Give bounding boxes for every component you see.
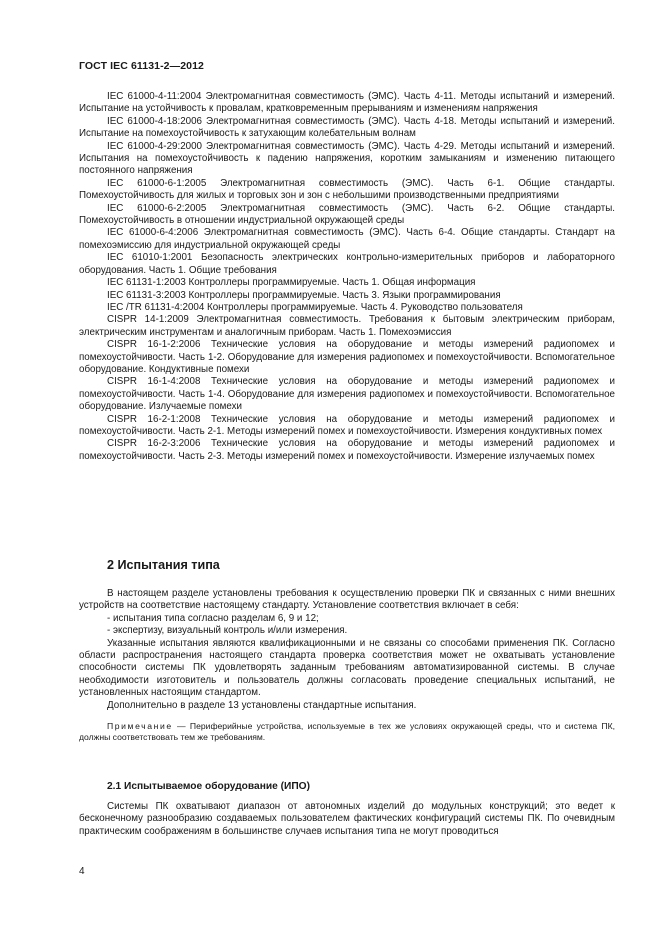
- reference-item: IEC /TR 61131-4:2004 Контроллеры программируемые. Часть 4. Руководство пользователя: [107, 301, 523, 313]
- reference-item: IEC 61000-4-11:2004 Электромагнитная совместимость (ЭМС). Часть 4-11. Методы испытаний и измерений. Испытание на устойчивость к провалам, кратковременным прерываниям и изменениям напряжения: [79, 91, 615, 115]
- note-paragraph: [79, 721, 615, 743]
- reference-item: CISPR 16-1-4:2008 Технические условия на оборудование и методы измерений радиопомех и помехоустойчивости. Часть 1-4. Оборудование для измерения радиопомех и помехоустойчивости. Вспомогательное оборудование. Излучаемые помехи: [79, 376, 615, 413]
- subsection-eut-body: [79, 801, 615, 838]
- section-heading-type-tests: 2 Испытания типа: [107, 558, 220, 572]
- reference-item: CISPR 16-2-1:2008 Технические условия на оборудование и методы измерений радиопомех и помехоустойчивости. Часть 2-1. Методы измерений помех и помехоустойчивости. Измерения кондуктивных помех: [79, 413, 615, 437]
- list-item: - испытания типа согласно разделам 6, 9 и 12;: [107, 612, 319, 624]
- reference-item: IEC 61131-3:2003 Контроллеры программируемые. Часть 3. Языки программирования: [107, 289, 501, 301]
- body-paragraph: Системы ПК охватывают диапазон от автономных изделий до модульных конструкций; это ведет к бесконечному разнообразию создаваемых пользователем фактических конфигураций системы ПК. По очевидным практическим соображениям в большинстве случаев испытания типа не могут проводиться: [79, 801, 615, 837]
- reference-item: IEC 61000-6-4:2006 Электромагнитная совместимость (ЭМС). Часть 6-4. Общие стандарты. Стандарт на помехоэмиссию для индустриальной окружающей среды: [79, 227, 615, 251]
- reference-item: IEC 61000-6-2:2005 Электромагнитная совместимость (ЭМС). Часть 6-2. Общие стандарты. Помехоустойчивость в отношении индустриальной окружающей среды: [79, 202, 615, 227]
- reference-item: IEC 61000-6-1:2005 Электромагнитная совместимость (ЭМС). Часть 6-1. Общие стандарты. Помехоустойчивость для жилых и торговых зон и зон с небольшими производственными предприятиями: [79, 177, 615, 202]
- reference-item: IEC 61000-4-18:2006 Электромагнитная совместимость (ЭМС). Часть 4-18. Методы испытаний и измерений. Испытание на помехоустойчивость к затухающим колебательным волнам: [79, 115, 615, 140]
- reference-item: IEC 61000-4-29:2000 Электромагнитная совместимость (ЭМС). Часть 4-29. Методы испытаний и измерений. Испытания на помехоустойчивость к падению напряжения, коротким замыканиям и изменению питающего постоянного напряжения: [79, 140, 615, 177]
- reference-item: CISPR 14-1:2009 Электромагнитная совместимость. Требования к бытовым электрическим приборам, электрическим инструментам и аналогичным приборам. Часть 1. Помехоэмиссия: [79, 314, 615, 338]
- reference-item: IEC 61010-1:2001 Безопасность электрических контрольно-измерительных приборов и лабораторного оборудования. Часть 1. Общие требования: [79, 252, 615, 276]
- reference-item: IEC 61131-1:2003 Контроллеры программируемые. Часть 1. Общая информация: [107, 277, 476, 289]
- reference-item: CISPR 16-2-3:2006 Технические условия на оборудование и методы измерений радиопомех и помехоустойчивости. Часть 2-3. Методы измерений помех и помехоустойчивости. Измерение излучаемых помех: [79, 438, 615, 462]
- note-label: Примечание: [107, 721, 173, 732]
- section-intro-paragraph: В настоящем разделе установлены требования к осуществлению проверки ПК и связанных с ними внешних устройств на соответствие настоящему стандарту. Установление соответствия включает в себя:: [79, 588, 615, 612]
- page-number: 4: [79, 866, 85, 877]
- page-header: ГОСТ IEC 61131-2—2012: [79, 60, 204, 72]
- subsection-heading-eut: 2.1 Испытываемое оборудование (ИПО): [107, 781, 310, 792]
- reference-item: CISPR 16-1-2:2006 Технические условия на оборудование и методы измерений радиопомех и помехоустойчивости. Часть 1-2. Оборудование для измерения радиопомех и помехоустойчивости. Вспомогательное оборудование. Кондуктивные помехи: [79, 339, 615, 375]
- section-type-tests-body: [79, 588, 615, 743]
- note-text: — Периферийные устройства, используемые в тех же условиях окружающей среды, что и система ПК, должны соответствовать тем же требованиям.: [79, 721, 615, 743]
- body-paragraph: Указанные испытания являются квалификационными и не связаны со способами применения ПК. Согласно области распространения настоящего стандарта проверка соответствия может не охватывать установление способности системы ПК удовлетворять заданным требованиям автоматизированной системы. В случае необходимости изготовитель и пользователь должны согласовать проведение специальных испытаний, не установленных настоящим стандартом.: [79, 637, 615, 699]
- list-item: - экспертизу, визуальный контроль и/или измерения.: [107, 625, 348, 637]
- normative-references: [79, 91, 615, 463]
- body-paragraph: Дополнительно в разделе 13 установлены стандартные испытания.: [107, 699, 417, 711]
